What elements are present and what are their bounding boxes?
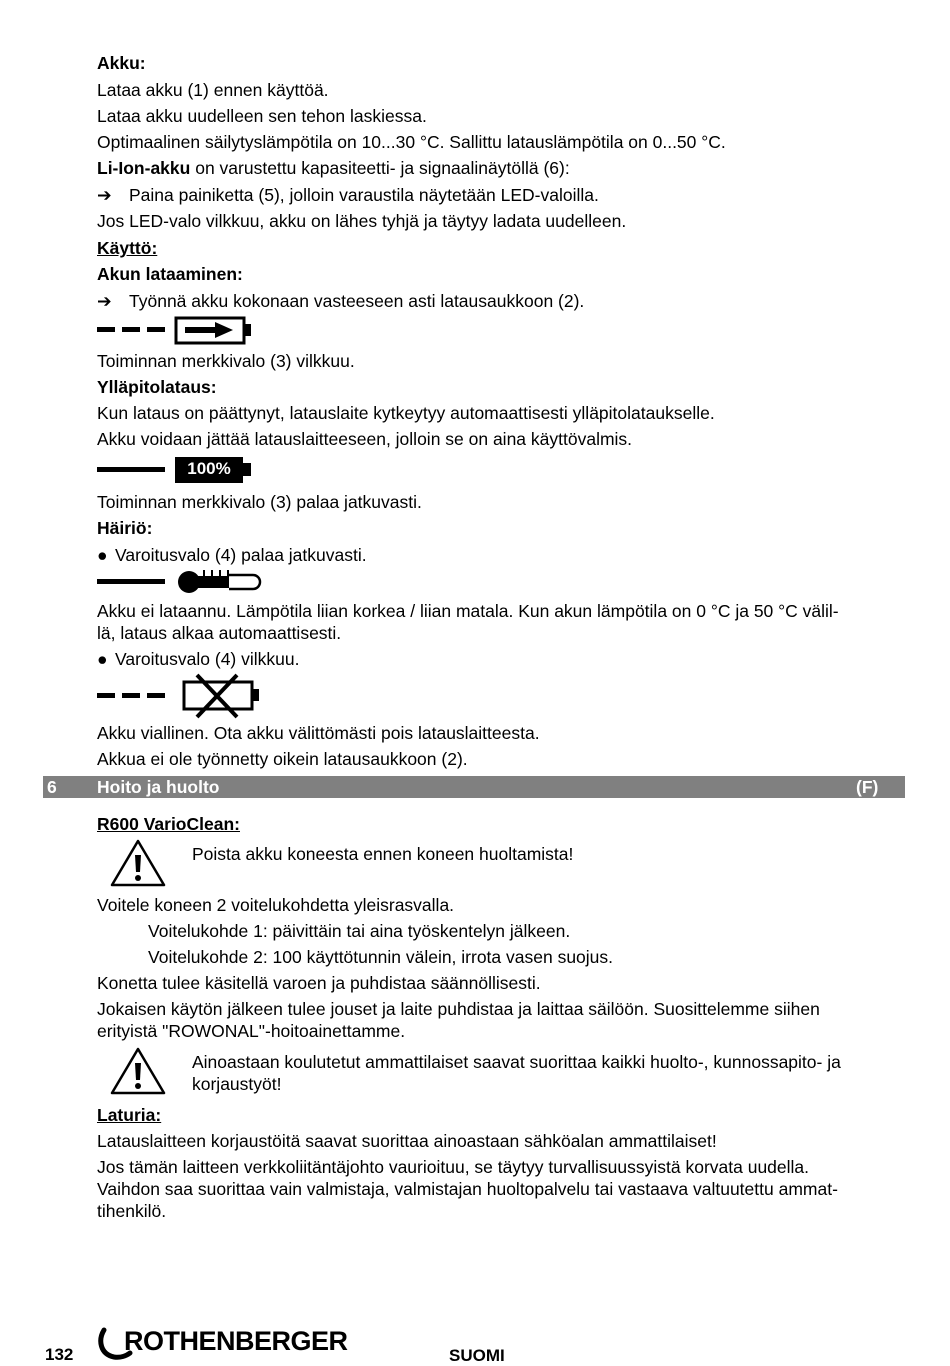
operation-heading: Käyttö: xyxy=(97,238,158,258)
battery-step-text: Paina painiketta (5), jolloin varaustila näytetään LED-valoilla. xyxy=(129,185,599,205)
fault-2 xyxy=(97,648,299,670)
fault-1-line-1: Akku ei lataannu. Lämpötila liian korkea / liian matala. Kun akun lämpötila on 0 °C ja 50 °C välil- xyxy=(97,601,839,621)
bullet-icon: ● xyxy=(97,649,108,669)
charger-line-4: tihenkilö. xyxy=(97,1201,167,1221)
thermometer-icon xyxy=(97,568,267,598)
fault-2-line-1: Akku viallinen. Ota akku välittömästi pois latauslaitteesta. xyxy=(97,723,540,743)
warning-icon xyxy=(110,1046,166,1096)
clean-line-1: Jokaisen käytön jälkeen tulee jouset ja laite puhdistaa ja laittaa säilöön. Suosittelemme siihen xyxy=(97,999,820,1019)
charging-step-text: Työnnä akku kokonaan vasteeseen asti latausaukkoon (2). xyxy=(129,291,585,311)
clean-line-2: erityistä "ROWONAL"-hoitoainettamme. xyxy=(97,1021,406,1041)
charging-heading: Akun lataaminen: xyxy=(97,264,243,284)
charging-result: Toiminnan merkkivalo (3) vilkkuu. xyxy=(97,351,355,371)
full-battery-label: 100% xyxy=(187,459,231,478)
charging-step xyxy=(97,290,584,312)
lubricate-line: Voitele koneen 2 voitelukohdetta yleisrasvalla. xyxy=(97,895,455,915)
charging-battery-icon xyxy=(97,316,257,346)
battery-line-2: Lataa akku uudelleen sen tehon laskiessa. xyxy=(97,106,427,126)
battery-line-1: Lataa akku (1) ennen käyttöä. xyxy=(97,80,329,100)
lubrication-point-1: Voitelukohde 1: päivittäin tai aina työskentelyn jälkeen. xyxy=(148,921,571,941)
language-label: SUOMI xyxy=(449,1346,505,1365)
charger-heading: Laturia: xyxy=(97,1105,162,1125)
defective-battery-icon xyxy=(97,674,267,720)
page-number: 132 xyxy=(45,1345,74,1364)
handle-line: Konetta tulee käsitellä varoen ja puhdistaa säännöllisesti. xyxy=(97,973,541,993)
maintenance-line-2: Akku voidaan jättää latauslaitteeseen, jolloin se on aina käyttövalmis. xyxy=(97,429,633,449)
liion-line xyxy=(97,157,570,179)
fault-1-text: Varoitusvalo (4) palaa jatkuvasti. xyxy=(115,545,367,565)
fault-1 xyxy=(97,544,367,566)
bullet-icon: ● xyxy=(97,545,108,565)
warning-2-line-2: korjaustyöt! xyxy=(192,1074,282,1094)
liion-text: on varustettu kapasiteetti- ja signaalinäytöllä (6): xyxy=(190,158,570,178)
section-header xyxy=(43,776,905,798)
arrow-icon: ➔ xyxy=(97,185,112,205)
charger-line-3: Vaihdon saa suorittaa vain valmistaja, valmistajan huoltopalvelu tai vastaava valtuutettu ammat- xyxy=(97,1179,838,1199)
battery-step xyxy=(97,184,599,206)
fault-2-line-2: Akkua ei ole työnnetty oikein latausaukkoon (2). xyxy=(97,749,468,769)
battery-heading: Akku: xyxy=(97,53,146,73)
maintenance-heading: Ylläpitolataus: xyxy=(97,377,217,397)
arrow-icon: ➔ xyxy=(97,291,112,311)
warning-1: Poista akku koneesta ennen koneen huoltamista! xyxy=(192,844,574,864)
fault-2-text: Varoitusvalo (4) vilkkuu. xyxy=(115,649,300,669)
liion-label: Li-Ion-akku xyxy=(97,158,191,178)
fault-heading: Häiriö: xyxy=(97,518,153,538)
maintenance-result: Toiminnan merkkivalo (3) palaa jatkuvasti. xyxy=(97,492,422,512)
maintenance-line-1: Kun lataus on päättynyt, latauslaite kytkeytyy automaattisesti ylläpitolataukselle. xyxy=(97,403,715,423)
battery-line-3: Optimaalinen säilytyslämpötila on 10...30 °C. Sallittu latauslämpötila on 0...50 °C. xyxy=(97,132,726,152)
charger-line-2: Jos tämän laitteen verkkoliitäntäjohto vaurioituu, se täytyy turvallisuussyistä korvata uudella. xyxy=(97,1157,810,1177)
charger-line-1: Latauslaitteen korjaustöitä saavat suorittaa ainoastaan sähköalan ammattilaiset! xyxy=(97,1131,717,1151)
section-title: Hoito ja huolto xyxy=(97,777,220,797)
care-heading: R600 VarioClean: xyxy=(97,814,240,834)
section-tag: (F) xyxy=(856,777,879,797)
section-number: 6 xyxy=(47,777,57,797)
lubrication-point-2: Voitelukohde 2: 100 käyttötunnin välein, irrota vasen suojus. xyxy=(148,947,614,967)
warning-2-line-1: Ainoastaan koulutetut ammattilaiset saavat suorittaa kaikki huolto-, kunnossapito- ja xyxy=(192,1052,841,1072)
warning-icon xyxy=(110,838,166,888)
led-note: Jos LED-valo vilkkuu, akku on lähes tyhjä ja täytyy ladata uudelleen. xyxy=(97,211,627,231)
brand-logo-text: ROTHENBERGER xyxy=(124,1326,348,1356)
fault-1-line-2: lä, lataus alkaa automaattisesti. xyxy=(97,623,342,643)
